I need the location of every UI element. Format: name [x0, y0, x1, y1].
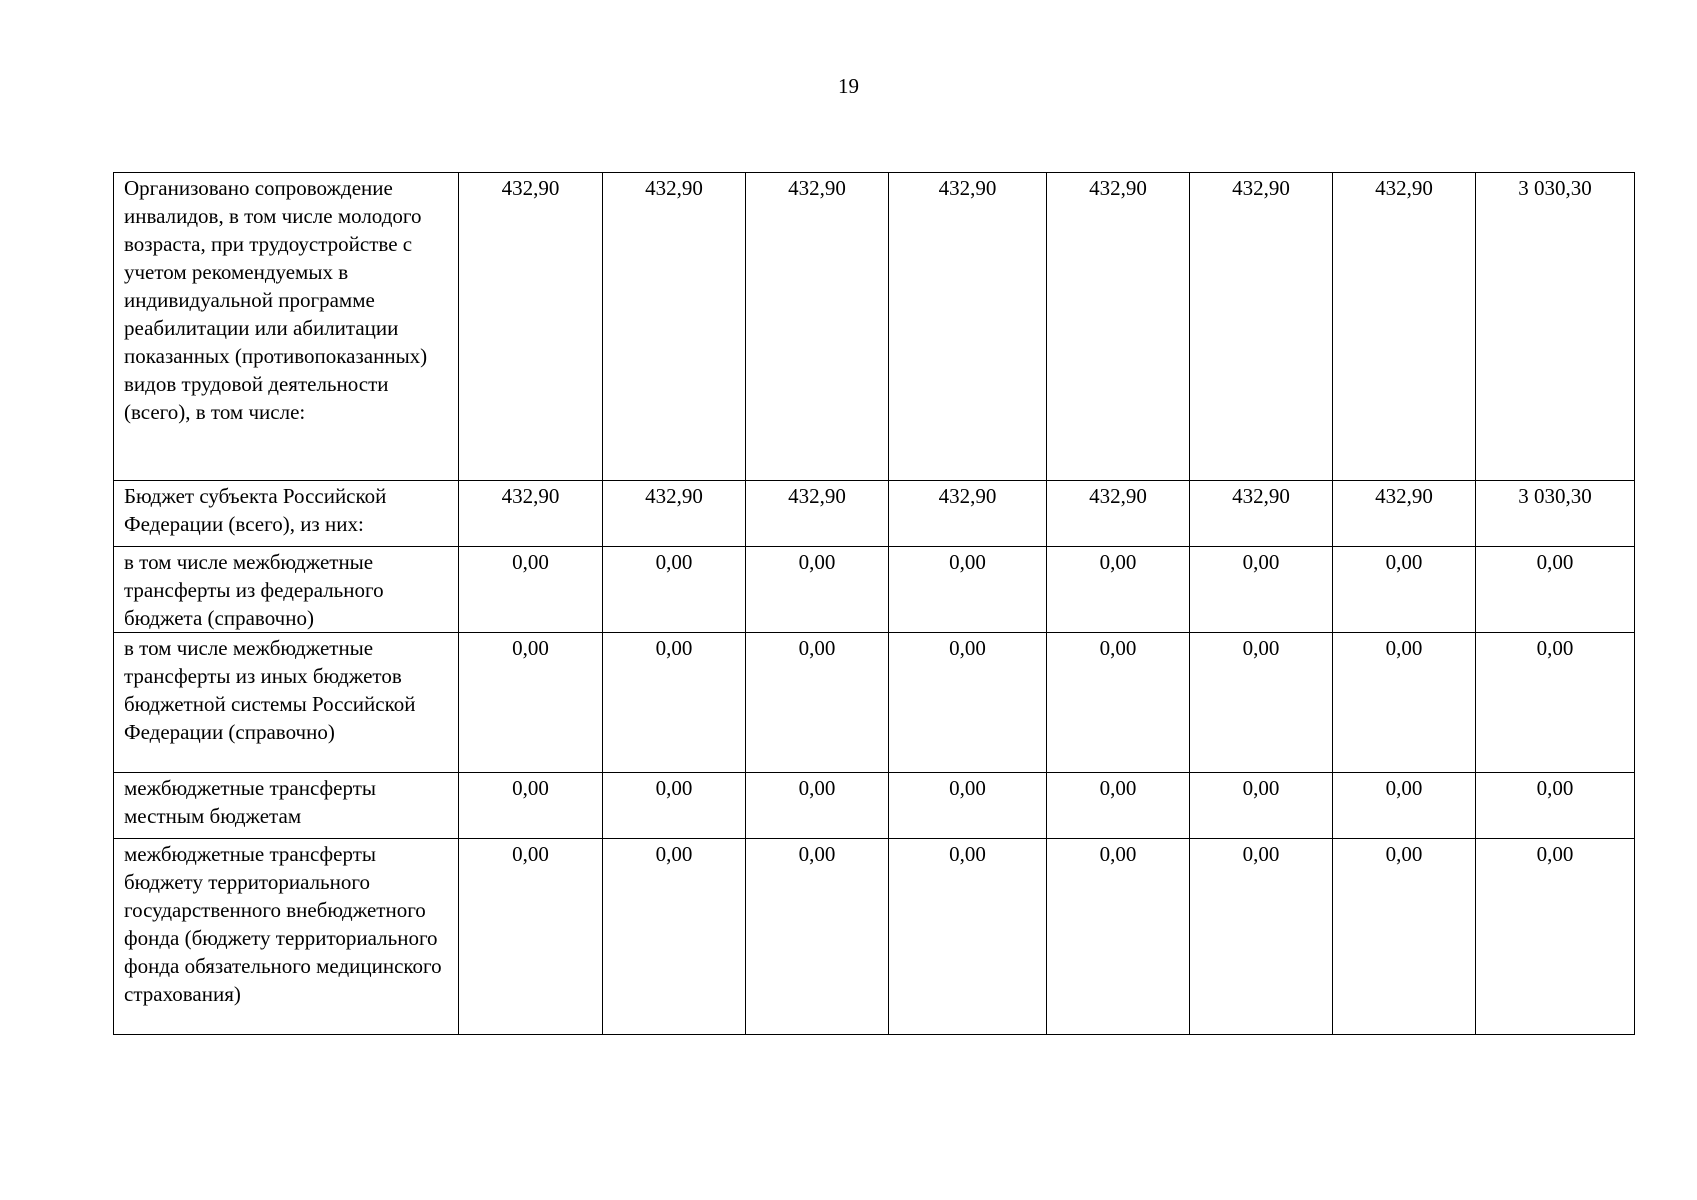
value-cell: 0,00	[889, 839, 1047, 1035]
row-label: Бюджет субъекта Российской Федерации (всего), из них:	[114, 481, 459, 547]
value-cell: 0,00	[889, 633, 1047, 773]
value-cell: 0,00	[746, 547, 889, 633]
value-cell: 0,00	[1333, 839, 1476, 1035]
value-cell: 432,90	[459, 481, 603, 547]
row-label: межбюджетные трансферты местным бюджетам	[114, 773, 459, 839]
value-cell: 0,00	[603, 773, 746, 839]
row-label: в том числе межбюджетные трансферты из федерального бюджета (справочно)	[114, 547, 459, 633]
row-label: Организовано сопровождение инвалидов, в том числе молодого возраста, при трудоустройстве с учетом рекомендуемых в индивидуальной программе реабилитации или абилитации показанных (противопоказанных) видов трудовой деятельности (всего), в том числе:	[114, 173, 459, 481]
value-cell: 0,00	[1190, 547, 1333, 633]
value-cell: 0,00	[1190, 839, 1333, 1035]
total-cell: 0,00	[1476, 547, 1635, 633]
value-cell: 0,00	[1333, 633, 1476, 773]
value-cell: 432,90	[746, 481, 889, 547]
value-cell: 0,00	[1047, 547, 1190, 633]
value-cell: 432,90	[889, 481, 1047, 547]
value-cell: 432,90	[1190, 481, 1333, 547]
value-cell: 0,00	[746, 633, 889, 773]
value-cell: 432,90	[746, 173, 889, 481]
total-cell: 0,00	[1476, 633, 1635, 773]
total-cell: 3 030,30	[1476, 481, 1635, 547]
value-cell: 0,00	[1190, 633, 1333, 773]
table-row	[114, 633, 1635, 773]
value-cell: 0,00	[603, 547, 746, 633]
value-cell: 0,00	[1333, 547, 1476, 633]
value-cell: 432,90	[603, 481, 746, 547]
budget-table	[113, 172, 1635, 1035]
value-cell: 432,90	[1047, 481, 1190, 547]
row-label: межбюджетные трансферты бюджету территориального государственного внебюджетного фонда (бюджету территориального фонда обязательного медицинского страхования)	[114, 839, 459, 1035]
value-cell: 0,00	[459, 633, 603, 773]
value-cell: 432,90	[603, 173, 746, 481]
value-cell: 432,90	[459, 173, 603, 481]
row-label: в том числе межбюджетные трансферты из иных бюджетов бюджетной системы Российской Федерации (справочно)	[114, 633, 459, 773]
value-cell: 0,00	[1047, 839, 1190, 1035]
value-cell: 432,90	[1333, 173, 1476, 481]
page-number: 19	[838, 74, 859, 98]
value-cell: 0,00	[1047, 773, 1190, 839]
value-cell: 0,00	[746, 773, 889, 839]
value-cell: 432,90	[1190, 173, 1333, 481]
value-cell: 432,90	[889, 173, 1047, 481]
value-cell: 0,00	[603, 839, 746, 1035]
table-row	[114, 839, 1635, 1035]
table-row	[114, 547, 1635, 633]
value-cell: 0,00	[1333, 773, 1476, 839]
total-cell: 3 030,30	[1476, 173, 1635, 481]
value-cell: 432,90	[1333, 481, 1476, 547]
value-cell: 0,00	[746, 839, 889, 1035]
value-cell: 0,00	[889, 547, 1047, 633]
value-cell: 0,00	[603, 633, 746, 773]
total-cell: 0,00	[1476, 773, 1635, 839]
value-cell: 0,00	[459, 547, 603, 633]
table-row	[114, 173, 1635, 481]
value-cell: 432,90	[1047, 173, 1190, 481]
value-cell: 0,00	[459, 773, 603, 839]
table-row	[114, 481, 1635, 547]
value-cell: 0,00	[889, 773, 1047, 839]
value-cell: 0,00	[459, 839, 603, 1035]
value-cell: 0,00	[1190, 773, 1333, 839]
table-row	[114, 773, 1635, 839]
total-cell: 0,00	[1476, 839, 1635, 1035]
value-cell: 0,00	[1047, 633, 1190, 773]
